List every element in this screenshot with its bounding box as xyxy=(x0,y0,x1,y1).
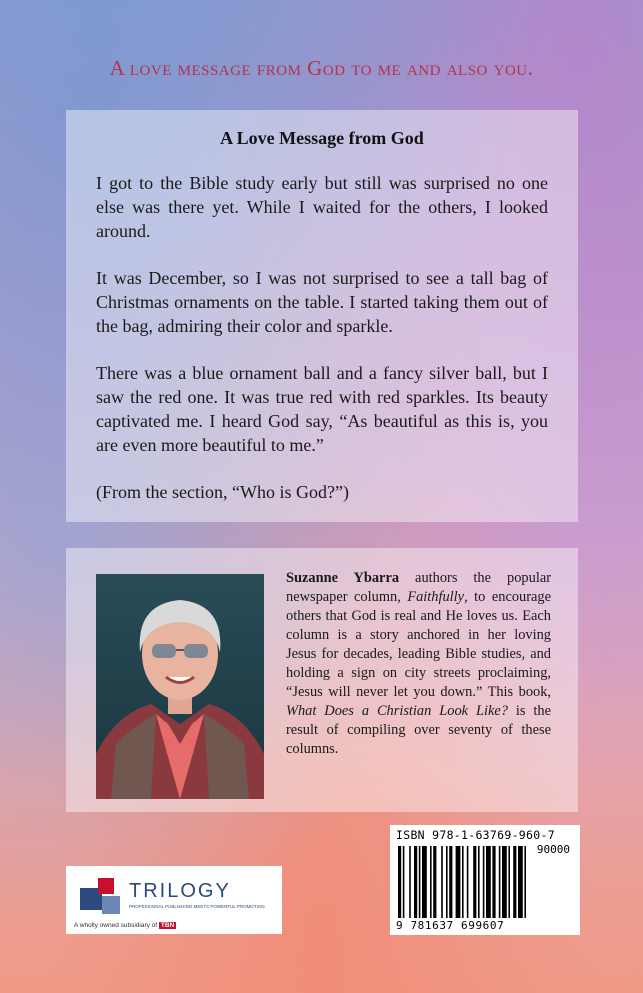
excerpt-panel xyxy=(66,110,578,522)
excerpt-title: A Love Message from God xyxy=(220,128,424,148)
book-title: What Does a Christian Look Like? xyxy=(286,703,508,719)
author-name: Suzanne Ybarra xyxy=(286,570,400,586)
author-bio-text: is the result of compiling over seventy of these columns. xyxy=(286,703,551,757)
barcode-digits: 9 781637 699607 xyxy=(396,919,505,932)
column-title: Faithfully xyxy=(407,589,465,605)
author-panel xyxy=(66,548,578,812)
subsidiary-text: A wholly owned subsidiary of xyxy=(74,922,158,929)
publisher-name: TRILOGY xyxy=(129,880,231,902)
publisher-logo xyxy=(66,866,282,934)
author-bio-text: , to encourage others that God is real and He loves us. Each column is a story anchored in her loving Jesus for decades, leading Bible studies, and holding a sign on city streets proclaiming, “Jesus will never let you down.” This book, xyxy=(286,589,551,700)
barcode-bars-icon xyxy=(396,846,574,918)
tbn-badge: TBN xyxy=(160,922,175,929)
trilogy-logo-icon xyxy=(76,874,126,920)
excerpt-paragraph: There was a blue ornament ball and a fancy silver ball, but I saw the red one. It was true red with red sparkles. Its beauty captivated me. I heard God say, “As beautiful as this is, you are even more beautiful to me.” xyxy=(96,363,548,455)
cover-tagline: A love message from God to me and also you. xyxy=(109,56,534,80)
author-photo xyxy=(96,574,264,799)
price-code: 90000 xyxy=(536,843,570,856)
excerpt-paragraph: It was December, so I was not surprised to see a tall bag of Christmas ornaments on the table. I started taking them out of the bag, admiring their color and sparkle. xyxy=(96,268,548,336)
excerpt-paragraph: I got to the Bible study early but still was surprised no one else was there yet. While I waited for the others, I looked around. xyxy=(96,173,548,241)
publisher-subsidiary xyxy=(74,922,176,929)
publisher-tagline: PROFESSIONAL PUBLISHING MEETS POWERFUL PROMOTION xyxy=(129,904,265,909)
author-bio-text: authors the popular newspaper column, xyxy=(286,570,551,605)
isbn-text: ISBN 978-1-63769-960-7 xyxy=(396,828,555,842)
excerpt-source: (From the section, “Who is God?”) xyxy=(96,482,349,502)
author-bio xyxy=(286,569,551,759)
author-portrait-icon xyxy=(96,574,264,799)
isbn-barcode xyxy=(390,825,580,935)
